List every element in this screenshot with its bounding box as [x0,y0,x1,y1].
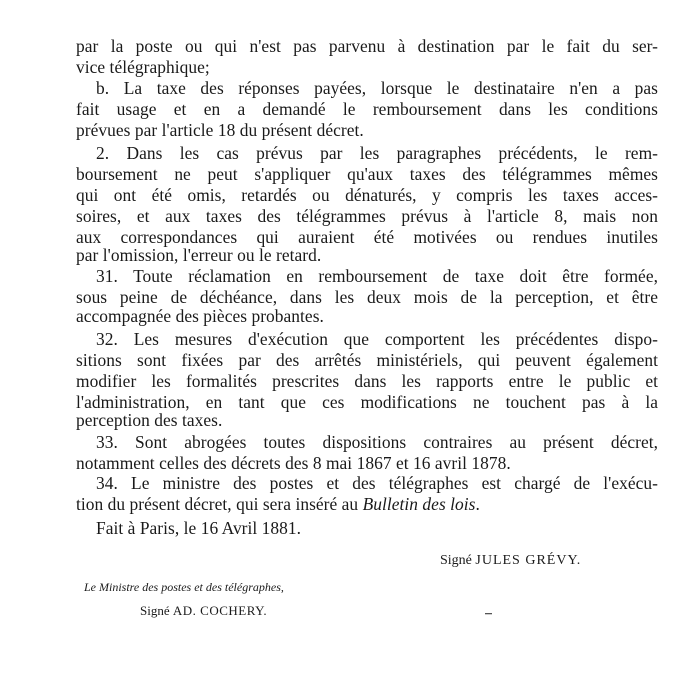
text-line [76,494,658,515]
text-line: soires, et aux taxes des télégrammes prévus à l'article 8, mais non [76,206,658,226]
signature-name: AD. COCHERY. [172,603,268,618]
text-line: 34. Le ministre des postes et des télégraphes est chargé de l'exécu- [96,473,658,493]
text-line-start: tion du présent décret, qui sera inséré au [76,494,363,514]
text-line: par l'omission, l'erreur ou le retard. [76,245,322,265]
text-line: perception des taxes. [76,410,223,430]
date-line: Fait à Paris, le 16 Avril 1881. [96,518,302,538]
bulletin-period: . [475,494,480,514]
text-line: par la poste ou qui n'est pas parvenu à destination par le fait du ser- [76,36,658,56]
signature-name: JULES GRÉVY. [475,553,582,568]
text-line: 2. Dans les cas prévus par les paragraphes précédents, le rem- [96,143,658,163]
ink-speck [485,612,493,615]
text-line: l'administration, en tant que ces modifications ne touchent pas à la [76,392,658,412]
president-signature [440,553,581,569]
text-line: sous peine de déchéance, dans les deux mois de la perception, et être [76,287,658,307]
text-line: qui ont été omis, retardés ou dénaturés, y compris les taxes acces- [76,185,658,205]
minister-title: Le Ministre des postes et des télégraphes, [84,580,284,594]
signature-prefix: Signé [140,603,170,618]
text-line: 33. Sont abrogées toutes dispositions contraires au présent décret, [96,432,658,452]
bulletin-title: Bulletin des lois [362,494,476,514]
text-line: modifier les formalités prescrites dans les rapports entre le public et [76,371,658,391]
text-line: aux correspondances qui auraient été motivées ou rendues inutiles [76,227,658,247]
text-line: vice télégraphique; [76,57,210,77]
text-line: 31. Toute réclamation en remboursement de taxe doit être formée, [96,266,658,286]
signature-prefix: Signé [440,553,472,568]
text-line: b. La taxe des réponses payées, lorsque le destinataire n'en a pas [96,78,658,98]
minister-signature [140,603,267,619]
text-line: sitions sont fixées par des arrêtés ministériels, qui peuvent également [76,350,658,370]
text-line: 32. Les mesures d'exécution que comportent les précédentes dispo- [96,329,658,349]
text-line: prévues par l'article 18 du présent décret. [76,120,364,140]
text-line: fait usage et en a demandé le remboursement dans les conditions [76,99,658,119]
text-line: notamment celles des décrets des 8 mai 1867 et 16 avril 1878. [76,453,511,473]
text-line: accompagnée des pièces probantes. [76,306,324,326]
text-line: boursement ne peut s'appliquer qu'aux taxes des télégrammes mêmes [76,164,658,184]
